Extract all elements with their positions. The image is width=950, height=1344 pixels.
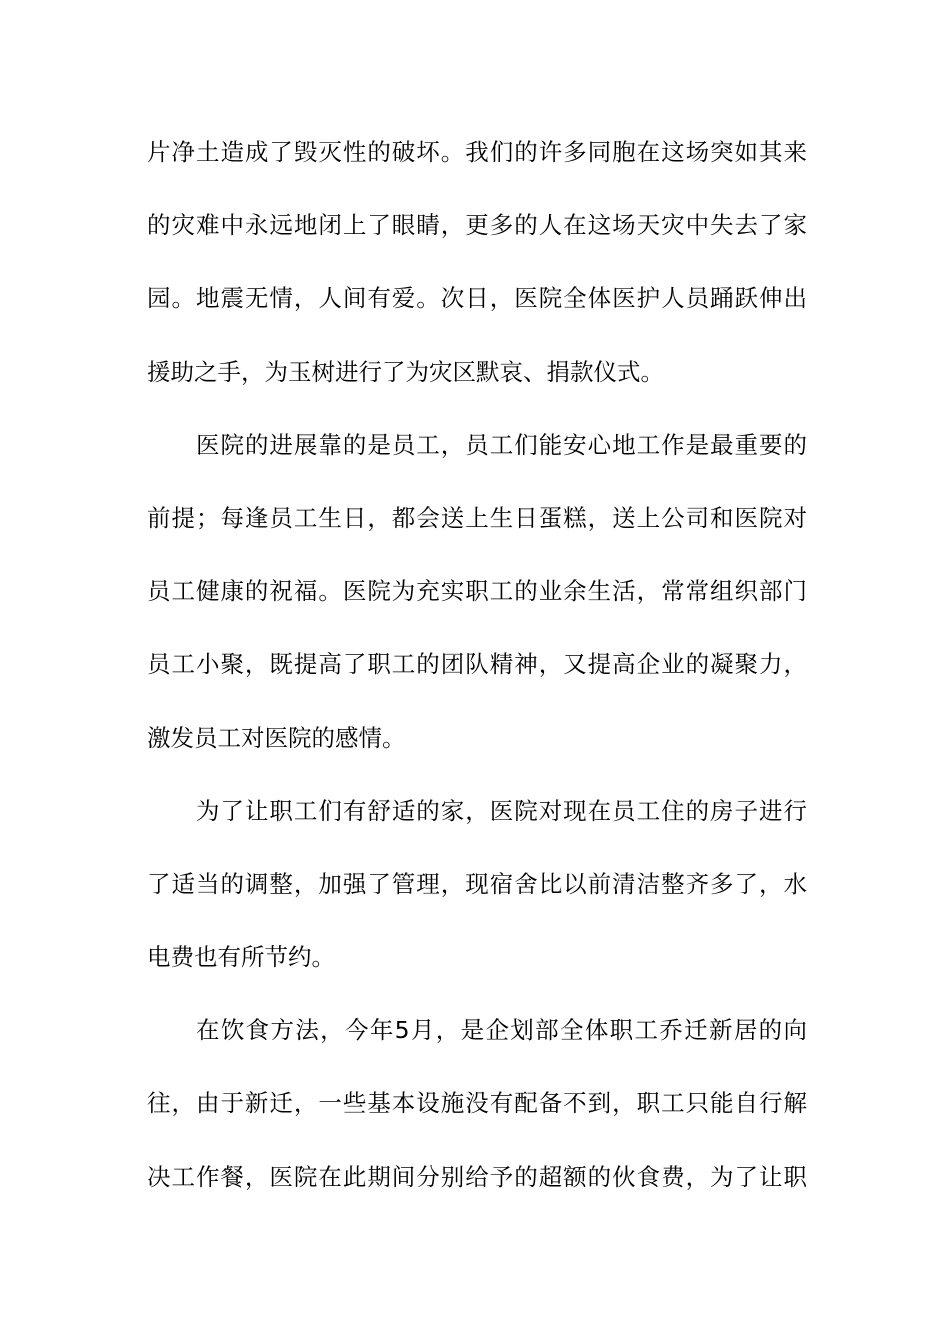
text-line: 激发员工对医院的感情。: [147, 723, 406, 752]
text-line: 电费也有所节约。: [147, 943, 335, 972]
text-line: 医院的进展靠的是员工，员工们能安心地工作是最重要的: [196, 430, 807, 459]
text-line: 为了让职工们有舒适的家，医院对现在员工住的房子进行: [196, 796, 807, 825]
text-line: 往，由于新迁，一些基本设施没有配备不到，职工只能自行解: [147, 1089, 807, 1118]
text-line: 的灾难中永远地闭上了眼睛，更多的人在这场天灾中失去了家: [147, 211, 807, 240]
text-line: 片净土造成了毁灭性的破坏。我们的许多同胞在这场突如其来: [147, 138, 807, 166]
text-line: 援助之手，为玉树进行了为灾区默哀、捐款仪式。: [147, 357, 664, 386]
body-text: [147, 126, 807, 1224]
text-line: 了适当的调整，加强了管理，现宿舍比以前清洁整齐多了，水: [147, 869, 807, 898]
text-line: 前提；每逢员工生日，都会送上生日蛋糕，送上公司和医院对: [147, 503, 807, 532]
text-line: 园。地震无情，人间有爱。次日，医院全体医护人员踊跃伸出: [147, 284, 807, 313]
text-line: 员工健康的祝福。医院为充实职工的业余生活，常常组织部门: [147, 577, 807, 606]
text-line: 员工小聚，既提高了职工的团队精神，又提高企业的凝聚力，: [147, 650, 807, 679]
text-line: 在饮食方法，今年5月，是企划部全体职工乔迁新居的向: [196, 1016, 807, 1045]
text-line: 决工作餐，医院在此期间分别给予的超额的伙食费，为了让职: [147, 1162, 807, 1191]
